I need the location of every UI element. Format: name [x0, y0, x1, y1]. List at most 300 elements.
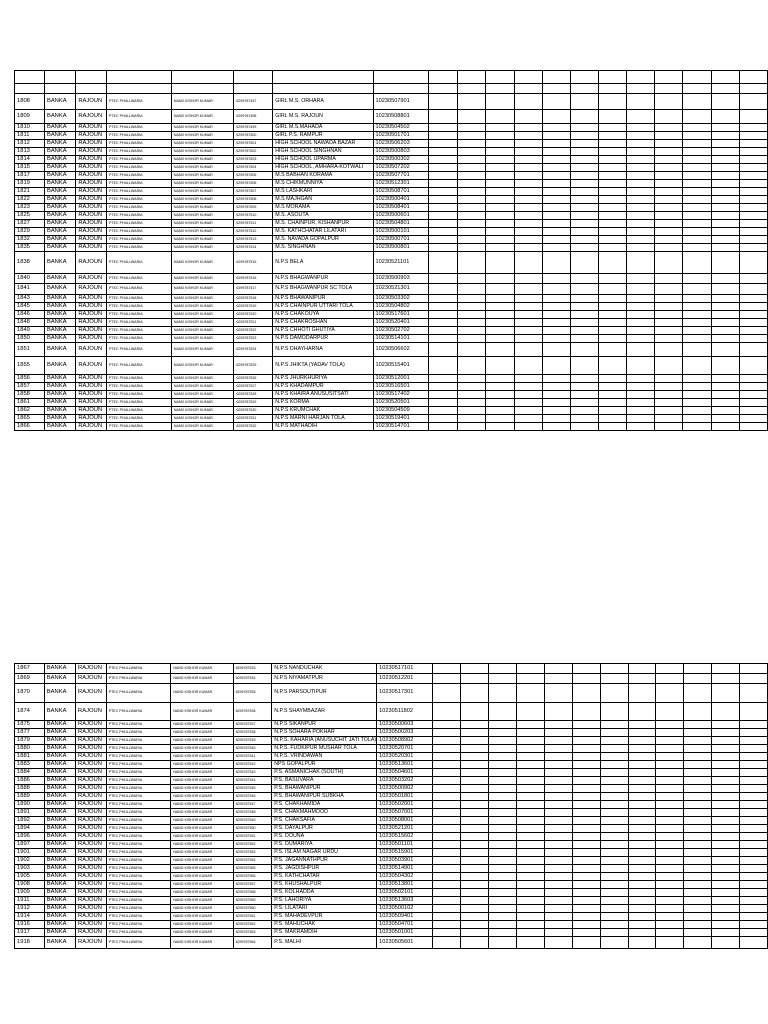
empty-cell	[486, 140, 514, 148]
cell-ph: 6299787540	[233, 745, 272, 753]
cell-dist: BANKA	[44, 729, 75, 737]
empty-cell	[458, 423, 486, 431]
cell-code: 10230505601	[377, 937, 432, 949]
empty-cell	[627, 71, 655, 84]
empty-cell	[572, 674, 600, 684]
empty-cell	[628, 769, 656, 777]
cell-sl: 1861	[15, 399, 45, 407]
empty-cell	[458, 148, 486, 156]
empty-cell	[739, 284, 767, 295]
empty-cell	[544, 721, 572, 729]
empty-cell	[739, 124, 767, 132]
empty-cell	[655, 357, 683, 375]
empty-cell	[458, 252, 486, 274]
cell-blk: RAJOUN	[76, 94, 107, 110]
empty-cell	[739, 674, 767, 684]
cell-dist: BANKA	[44, 327, 75, 335]
cell-nm: NAND KISHOR KUMAR	[171, 721, 233, 729]
empty-cell	[711, 399, 739, 407]
cell-nm: NAND KISHOR KUMAR	[171, 188, 233, 196]
empty-cell	[572, 793, 600, 801]
empty-cell	[739, 343, 767, 357]
empty-cell	[486, 274, 514, 284]
table-body-page-2	[15, 664, 768, 949]
empty-cell	[739, 164, 767, 172]
empty-cell	[429, 375, 458, 383]
empty-cell	[44, 71, 75, 84]
empty-cell	[656, 873, 684, 881]
table-row	[15, 244, 768, 252]
empty-cell	[655, 274, 683, 284]
empty-cell	[598, 228, 626, 236]
table-row	[15, 889, 768, 897]
empty-cell	[570, 212, 598, 220]
cell-dist: BANKA	[44, 929, 75, 937]
cell-sl: 1809	[15, 110, 45, 124]
empty-cell	[655, 164, 683, 172]
empty-cell	[711, 140, 739, 148]
empty-cell	[739, 156, 767, 164]
cell-code: 10230517402	[373, 391, 429, 399]
cell-sch: P.S. BASUVARA	[272, 777, 377, 785]
empty-cell	[572, 761, 600, 769]
empty-cell	[458, 71, 486, 84]
cell-code: 10230500203	[377, 729, 432, 737]
empty-cell	[458, 94, 486, 110]
cell-nm: NAND KISHOR KUMAR	[171, 921, 233, 929]
empty-cell	[628, 857, 656, 865]
empty-cell	[711, 220, 739, 228]
cell-cent: PTEC PHULLWARIA	[106, 929, 171, 937]
cell-code: 10230504509	[373, 407, 429, 415]
empty-cell	[598, 327, 626, 335]
empty-cell	[711, 244, 739, 252]
cell-dist: BANKA	[44, 399, 75, 407]
empty-cell	[711, 148, 739, 156]
cell-sl: 1810	[15, 124, 45, 132]
school-table-page-1	[14, 70, 768, 431]
cell-cent: PTEC PHULLWARIA	[106, 785, 171, 793]
empty-cell	[570, 94, 598, 110]
empty-cell	[489, 905, 517, 913]
empty-cell	[600, 769, 628, 777]
empty-cell	[572, 753, 600, 761]
empty-cell	[627, 132, 655, 140]
cell-code: 10230503202	[377, 777, 432, 785]
empty-cell	[570, 132, 598, 140]
cell-sch: N.P.S CHAKOUYA	[273, 311, 373, 319]
table-row	[15, 196, 768, 204]
cell-cent: PTEC PHULLWARIA	[106, 793, 171, 801]
empty-cell	[517, 684, 545, 703]
cell-dist: BANKA	[44, 801, 75, 809]
cell-nm: NAND KISHOR KUMAR	[171, 423, 233, 431]
cell-code: 10230501701	[373, 132, 429, 140]
empty-cell	[570, 228, 598, 236]
empty-cell	[628, 703, 656, 721]
empty-cell	[572, 785, 600, 793]
empty-cell	[432, 913, 461, 921]
cell-dist: BANKA	[44, 769, 75, 777]
cell-nm: NAND KISHOR KUMAR	[171, 172, 233, 180]
empty-cell	[514, 156, 542, 164]
empty-cell	[542, 196, 570, 204]
table-row	[15, 793, 768, 801]
empty-cell	[600, 793, 628, 801]
cell-code: 10230500601	[373, 212, 429, 220]
table-row	[15, 335, 768, 343]
empty-cell	[514, 172, 542, 180]
empty-cell	[432, 849, 461, 857]
cell-dist: BANKA	[44, 873, 75, 881]
cell-ph: 6299787508	[234, 196, 273, 204]
empty-cell	[683, 407, 711, 415]
cell-ph: 6299787522	[234, 327, 273, 335]
empty-cell	[517, 865, 545, 873]
empty-cell	[627, 244, 655, 252]
empty-cell	[739, 929, 767, 937]
empty-cell	[683, 220, 711, 228]
empty-cell	[517, 664, 545, 674]
empty-cell	[656, 857, 684, 865]
cell-dist: BANKA	[44, 881, 75, 889]
empty-cell	[655, 423, 683, 431]
empty-cell	[627, 110, 655, 124]
empty-cell	[461, 825, 489, 833]
cell-blk: RAJOUN	[76, 721, 107, 729]
empty-cell	[598, 156, 626, 164]
empty-cell	[514, 252, 542, 274]
cell-code: 10230513603	[377, 897, 432, 905]
cell-ph: 6299787562	[233, 921, 272, 929]
empty-cell	[598, 110, 626, 124]
empty-cell	[598, 357, 626, 375]
cell-nm: NAND KISHOR KUMAR	[171, 335, 233, 343]
cell-sch: M.S. KATHCHATAR LILATARI	[273, 228, 373, 236]
cell-dist: BANKA	[44, 94, 75, 110]
cell-blk: RAJOUN	[76, 881, 107, 889]
empty-cell	[429, 415, 458, 423]
empty-cell	[712, 721, 740, 729]
cell-code: 10230514701	[373, 423, 429, 431]
empty-cell	[711, 236, 739, 244]
cell-code: 10230506203	[373, 140, 429, 148]
cell-nm: NAND KISHOR KUMAR	[171, 415, 233, 423]
empty-cell	[655, 383, 683, 391]
cell-nm: NAND KISHOR KUMAR	[171, 664, 233, 674]
cell-dist: BANKA	[44, 140, 75, 148]
empty-cell	[711, 172, 739, 180]
empty-cell	[739, 793, 767, 801]
cell-code: 10230513801	[377, 881, 432, 889]
empty-cell	[600, 841, 628, 849]
empty-cell	[739, 913, 767, 921]
table-row	[15, 140, 768, 148]
empty-cell	[429, 252, 458, 274]
empty-cell	[711, 343, 739, 357]
empty-cell	[655, 236, 683, 244]
empty-cell	[458, 383, 486, 391]
empty-cell	[683, 319, 711, 327]
empty-cell	[600, 753, 628, 761]
empty-cell	[486, 156, 514, 164]
empty-cell	[711, 132, 739, 140]
empty-cell	[461, 857, 489, 865]
cell-ph: 6299787543	[233, 769, 272, 777]
empty-cell	[570, 407, 598, 415]
empty-cell	[486, 236, 514, 244]
cell-nm: NAND KISHOR KUMAR	[171, 228, 233, 236]
empty-cell	[628, 664, 656, 674]
empty-cell	[598, 204, 626, 212]
empty-cell	[514, 188, 542, 196]
empty-cell	[542, 311, 570, 319]
empty-cell	[739, 295, 767, 303]
empty-cell	[598, 399, 626, 407]
empty-cell	[739, 383, 767, 391]
empty-cell	[655, 335, 683, 343]
cell-dist: BANKA	[44, 674, 75, 684]
empty-cell	[627, 415, 655, 423]
cell-blk: RAJOUN	[76, 228, 107, 236]
cell-dist: BANKA	[44, 132, 75, 140]
empty-cell	[489, 703, 517, 721]
empty-cell	[542, 212, 570, 220]
cell-cent: PTEC PHULLWARIA	[107, 244, 172, 252]
cell-nm: NAND KISHOR KUMAR	[171, 865, 233, 873]
empty-cell	[572, 745, 600, 753]
empty-cell	[486, 132, 514, 140]
cell-sch: P.S. MAHUCHAK	[272, 921, 377, 929]
cell-code: 10230500801	[373, 244, 429, 252]
cell-sch: P.S. KOLHADDA	[272, 889, 377, 897]
table-row	[15, 156, 768, 164]
empty-cell	[711, 303, 739, 311]
cell-sch: N.P.S. VRINDAWAN	[272, 753, 377, 761]
empty-cell	[514, 140, 542, 148]
empty-cell	[234, 71, 273, 84]
empty-cell	[711, 383, 739, 391]
cell-cent: PTEC PHULLWARIA	[106, 897, 171, 905]
empty-cell	[486, 164, 514, 172]
empty-cell	[517, 873, 545, 881]
empty-cell	[627, 357, 655, 375]
cell-cent: PTEC PHULLWARIA	[107, 140, 172, 148]
cell-sch: P.S. ASMANICHAK (SOUTH)	[272, 769, 377, 777]
empty-cell	[627, 84, 655, 94]
empty-cell	[517, 857, 545, 865]
cell-nm: NAND KISHOR KUMAR	[171, 399, 233, 407]
empty-cell	[458, 132, 486, 140]
cell-nm: NAND KISHOR KUMAR	[171, 703, 233, 721]
empty-cell	[598, 295, 626, 303]
empty-cell	[598, 274, 626, 284]
empty-cell	[739, 357, 767, 375]
empty-cell	[739, 375, 767, 383]
cell-blk: RAJOUN	[76, 809, 107, 817]
cell-dist: BANKA	[44, 415, 75, 423]
cell-nm: NAND KISHOR KUMAR	[171, 745, 233, 753]
cell-blk: RAJOUN	[76, 124, 107, 132]
cell-dist: BANKA	[44, 284, 75, 295]
empty-cell	[486, 172, 514, 180]
table-row	[15, 825, 768, 833]
cell-cent: PTEC PHULLWARIA	[107, 343, 172, 357]
cell-sl: 1814	[15, 156, 45, 164]
empty-cell	[739, 335, 767, 343]
empty-cell	[684, 703, 712, 721]
cell-ph: 6299787536	[233, 703, 272, 721]
cell-sch: N.P.S SIKANPUR	[272, 721, 377, 729]
empty-cell	[628, 817, 656, 825]
table-row	[15, 228, 768, 236]
empty-cell	[628, 913, 656, 921]
empty-cell	[432, 745, 461, 753]
cell-sl: 1890	[15, 801, 45, 809]
cell-blk: RAJOUN	[76, 857, 107, 865]
cell-code: 10230504801	[373, 220, 429, 228]
empty-cell	[628, 745, 656, 753]
cell-ph: 6299787559	[233, 897, 272, 905]
empty-cell	[600, 929, 628, 937]
empty-cell	[570, 180, 598, 188]
empty-cell	[489, 897, 517, 905]
empty-cell	[570, 311, 598, 319]
empty-cell	[684, 841, 712, 849]
empty-cell	[461, 801, 489, 809]
cell-ph: 6299787515	[234, 252, 273, 274]
empty-cell	[739, 212, 767, 220]
cell-ph: 6299787558	[233, 889, 272, 897]
empty-cell	[711, 204, 739, 212]
empty-cell	[598, 188, 626, 196]
empty-cell	[514, 220, 542, 228]
empty-cell	[628, 929, 656, 937]
cell-blk: RAJOUN	[76, 399, 107, 407]
empty-cell	[739, 801, 767, 809]
empty-cell	[656, 703, 684, 721]
cell-blk: RAJOUN	[76, 873, 107, 881]
table-row	[15, 252, 768, 274]
empty-cell	[712, 905, 740, 913]
empty-cell	[739, 311, 767, 319]
empty-cell	[628, 761, 656, 769]
cell-dist: BANKA	[44, 110, 75, 124]
cell-dist: BANKA	[44, 793, 75, 801]
cell-sch: N.P.S CHAINPUR UTTARI TOLA	[273, 303, 373, 311]
cell-sl: 1917	[15, 929, 45, 937]
empty-cell	[711, 84, 739, 94]
cell-blk: RAJOUN	[76, 252, 107, 274]
cell-sl: 1884	[15, 769, 45, 777]
cell-code: 10230513601	[377, 761, 432, 769]
empty-cell	[683, 252, 711, 274]
empty-cell	[684, 825, 712, 833]
empty-cell	[489, 913, 517, 921]
empty-cell	[486, 252, 514, 274]
cell-blk: RAJOUN	[76, 889, 107, 897]
empty-cell	[712, 793, 740, 801]
cell-cent: PTEC PHULLWARIA	[106, 769, 171, 777]
table-row	[15, 913, 768, 921]
empty-cell	[570, 110, 598, 124]
empty-cell	[655, 180, 683, 188]
cell-sch: N.P.S NIYAMATPUR	[272, 674, 377, 684]
cell-cent: PTEC PHULLWARIA	[107, 407, 172, 415]
empty-cell	[489, 849, 517, 857]
cell-dist: BANKA	[44, 761, 75, 769]
empty-cell	[517, 841, 545, 849]
empty-cell	[486, 407, 514, 415]
empty-cell	[517, 817, 545, 825]
empty-cell	[600, 905, 628, 913]
empty-cell	[458, 188, 486, 196]
cell-blk: RAJOUN	[76, 729, 107, 737]
empty-cell	[684, 664, 712, 674]
empty-cell	[544, 664, 572, 674]
empty-cell	[542, 357, 570, 375]
cell-sch: P.S. DAYALPUR	[272, 825, 377, 833]
empty-cell	[458, 319, 486, 327]
empty-cell	[570, 423, 598, 431]
empty-cell	[739, 172, 767, 180]
empty-cell	[489, 785, 517, 793]
cell-sl: 1891	[15, 809, 45, 817]
empty-cell	[656, 913, 684, 921]
cell-sl: 1832	[15, 236, 45, 244]
cell-cent: PTEC PHULLWARIA	[106, 857, 171, 865]
empty-cell	[432, 897, 461, 905]
empty-cell	[739, 236, 767, 244]
empty-cell	[432, 857, 461, 865]
empty-cell	[542, 303, 570, 311]
empty-cell	[429, 244, 458, 252]
empty-cell	[432, 905, 461, 913]
cell-sl: 1835	[15, 244, 45, 252]
empty-cell	[461, 897, 489, 905]
cell-code: 10230519401	[373, 415, 429, 423]
empty-cell	[739, 825, 767, 833]
cell-ph: 6299787509	[234, 204, 273, 212]
cell-ph: 6299787544	[233, 777, 272, 785]
table-row	[15, 295, 768, 303]
cell-sch: GIRL P.S. RAMPUR	[273, 132, 373, 140]
empty-cell	[432, 737, 461, 745]
empty-cell	[517, 674, 545, 684]
cell-blk: RAJOUN	[76, 849, 107, 857]
table-row	[15, 729, 768, 737]
cell-cent: PTEC PHULLWARIA	[106, 889, 171, 897]
table-row	[15, 809, 768, 817]
empty-cell	[486, 383, 514, 391]
empty-cell	[739, 188, 767, 196]
table-row	[15, 833, 768, 841]
empty-cell	[684, 753, 712, 761]
empty-cell	[655, 319, 683, 327]
empty-cell	[514, 71, 542, 84]
empty-cell	[432, 703, 461, 721]
empty-cell	[600, 865, 628, 873]
table-row	[15, 721, 768, 729]
empty-cell	[542, 375, 570, 383]
cell-code: 10230517601	[373, 311, 429, 319]
cell-sl: 1865	[15, 415, 45, 423]
cell-nm: NAND KISHOR KUMAR	[171, 124, 233, 132]
cell-nm: NAND KISHOR KUMAR	[171, 343, 233, 357]
empty-cell	[486, 188, 514, 196]
table-row	[15, 897, 768, 905]
cell-cent: PTEC PHULLWARIA	[106, 849, 171, 857]
